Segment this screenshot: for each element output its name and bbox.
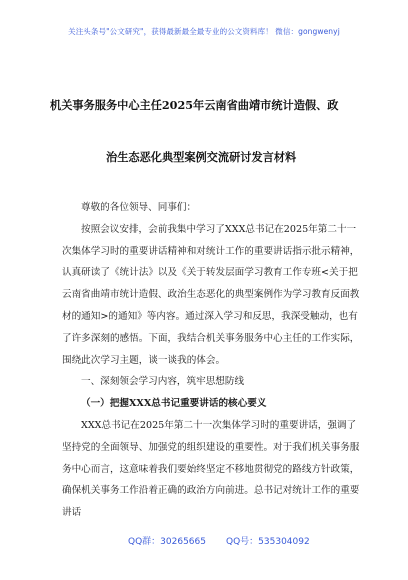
paragraph-intro: 按照会议安排，会前我集中学习了XXX总书记在2025年第二十一次集体学习时的重要讲话精神和对统计工作的重要讲话指示批示精神，认真研读了《统计法》以及《关于转发层面学习教育工作专班<关于把云南省曲靖市统计造假、政治生态恶化的典型案例作为学习教育反面教材的通知>的通知》等内容。通过深入学习和反思，我深受触动，也有了许多深刻的感悟。下面，我结合机关事务服务中心主任的工作实际，围绕此次学习主题，谈一谈我的体会。 bbox=[62, 223, 360, 366]
footer-qq-group: QQ群：30265665 bbox=[128, 537, 206, 547]
footer-qq-number: QQ号：535304092 bbox=[226, 537, 310, 547]
section-heading: 一、深刻领会学习内容，筑牢思想防线 bbox=[81, 376, 245, 388]
header-banner: 关注头条号"公文研究"，获得最新最全最专业的公文资料库！ 微信：gongwenyj bbox=[68, 27, 340, 36]
paragraph-body: XXX总书记在2025年第二十一次集体学习时的重要讲话，强调了坚持党的全面领导、加强党的组织建设的重要性。对于我们机关事务服务中心而言，这意味着我们要始终坚定不移地贯彻党的路线方针政策，确保机关事务工作沿着正确的政治方向前进。总书记对统计工作的重要讲话 bbox=[62, 419, 360, 519]
document-body bbox=[62, 197, 362, 524]
salutation: 尊敬的各位领导、同事们： bbox=[81, 202, 197, 213]
document-title-line-1: 机关事务服务中心主任2025年云南省曲靖市统计造假、政 bbox=[50, 98, 339, 112]
subsection-heading: （一）把握XXX总书记重要讲话的核心要义 bbox=[81, 398, 267, 410]
document-title-line-2: 治生态恶化典型案例交流研讨发言材料 bbox=[106, 150, 297, 164]
